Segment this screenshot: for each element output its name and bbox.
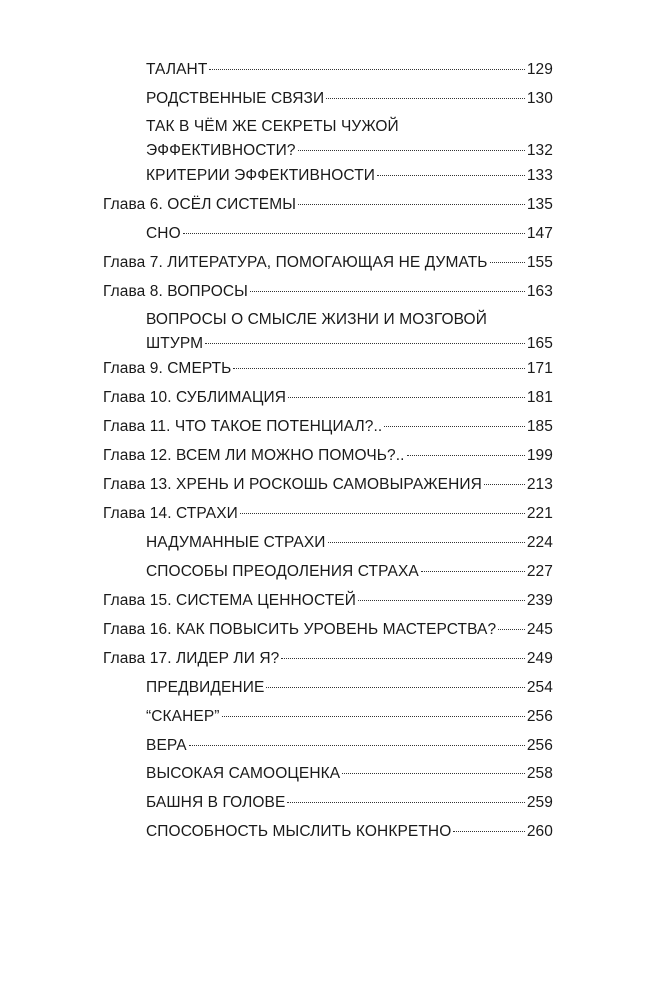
toc-entry-title: Глава 12. ВСЕМ ЛИ МОЖНО ПОМОЧЬ?..	[103, 447, 405, 464]
toc-page-number: 224	[526, 534, 553, 551]
toc-entry	[146, 531, 553, 555]
toc-entry-title: СНО	[146, 225, 181, 242]
toc-entry-title: Глава 16. КАК ПОВЫСИТЬ УРОВЕНЬ МАСТЕРСТВА?	[103, 621, 497, 638]
dot-leader	[233, 368, 524, 369]
toc-page-number: 135	[526, 196, 553, 213]
dot-leader	[407, 455, 525, 456]
toc-chapter-entry	[103, 280, 553, 304]
toc-chapter-entry	[103, 386, 553, 410]
dot-leader	[377, 175, 525, 176]
toc-page-number: 254	[526, 679, 553, 696]
toc-entry	[146, 705, 553, 729]
dot-leader	[498, 629, 525, 630]
dot-leader	[266, 687, 524, 688]
toc-page-number: 181	[526, 389, 553, 406]
toc-entry-title: СПОСОБЫ ПРЕОДОЛЕНИЯ СТРАХА	[146, 563, 419, 580]
toc-entry-title: Глава 10. СУБЛИМАЦИЯ	[103, 389, 287, 406]
toc-page-number: 239	[526, 592, 553, 609]
toc-chapter-entry	[103, 473, 553, 497]
toc-page-number: 227	[526, 563, 553, 580]
toc-page-number: 259	[526, 794, 553, 811]
toc-entry	[146, 115, 553, 163]
toc-chapter-entry	[103, 415, 553, 439]
toc-entry-title: БАШНЯ В ГОЛОВЕ	[146, 794, 286, 811]
toc-page-number: 147	[526, 225, 553, 242]
toc-page-number: 260	[526, 823, 553, 840]
toc-entry	[146, 87, 553, 111]
dot-leader	[421, 571, 525, 572]
toc-entry-title: КРИТЕРИИ ЭФФЕКТИВНОСТИ	[146, 167, 376, 184]
toc-entry-title: Глава 9. СМЕРТЬ	[103, 360, 232, 377]
toc-entry-title: ШТУРМ	[146, 335, 204, 352]
toc-entry	[146, 791, 553, 815]
dot-leader	[298, 150, 525, 151]
toc-entry-title: Глава 14. СТРАХИ	[103, 505, 238, 522]
dot-leader	[209, 69, 524, 70]
toc-entry	[146, 560, 553, 584]
dot-leader	[222, 716, 525, 717]
toc-chapter-entry	[103, 193, 553, 217]
toc-page-number: 245	[526, 621, 553, 638]
toc-chapter-entry	[103, 444, 553, 468]
toc-entry-title: Глава 17. ЛИДЕР ЛИ Я?	[103, 650, 280, 667]
toc-page-number: 249	[526, 650, 553, 667]
toc-chapter-entry	[103, 589, 553, 613]
toc-entry-title: ТАЛАНТ	[146, 61, 208, 78]
toc-entry-title: “СКАНЕР”	[146, 708, 220, 725]
toc-page-number: 165	[526, 335, 553, 352]
toc-entry	[146, 58, 553, 82]
toc-entry	[146, 164, 553, 188]
dot-leader	[342, 773, 525, 774]
toc-entry-title: ПРЕДВИДЕНИЕ	[146, 679, 265, 696]
dot-leader	[298, 204, 525, 205]
toc-page-number: 221	[526, 505, 553, 522]
toc-page-number: 133	[526, 167, 553, 184]
dot-leader	[326, 98, 525, 99]
toc-entry-title-line1: ВОПРОСЫ О СМЫСЛЕ ЖИЗНИ И МОЗГОВОЙ	[146, 311, 487, 328]
toc-page-number: 256	[526, 708, 553, 725]
dot-leader	[183, 233, 525, 234]
dot-leader	[453, 831, 524, 832]
dot-leader	[384, 426, 525, 427]
dot-leader	[205, 343, 525, 344]
toc-entry-title: Глава 11. ЧТО ТАКОЕ ПОТЕНЦИАЛ?..	[103, 418, 383, 435]
dot-leader	[250, 291, 525, 292]
toc-entry-title: Глава 13. ХРЕНЬ И РОСКОШЬ САМОВЫРАЖЕНИЯ	[103, 476, 482, 493]
dot-leader	[281, 658, 524, 659]
toc-page-number: 129	[526, 61, 553, 78]
dot-leader	[328, 542, 525, 543]
dot-leader	[189, 745, 525, 746]
toc-entry-title: Глава 8. ВОПРОСЫ	[103, 283, 248, 300]
toc-page-number: 130	[526, 90, 553, 107]
toc-entry	[146, 222, 553, 246]
toc-chapter-entry	[103, 251, 553, 275]
toc-entry-title: ЭФФЕКТИВНОСТИ?	[146, 142, 296, 159]
toc-entry-title: РОДСТВЕННЫЕ СВЯЗИ	[146, 90, 325, 107]
toc-entry-title: ВЫСОКАЯ САМООЦЕНКА	[146, 765, 341, 782]
dot-leader	[288, 397, 525, 398]
toc-entry-title: Глава 7. ЛИТЕРАТУРА, ПОМОГАЮЩАЯ НЕ ДУМАТЬ	[103, 254, 488, 271]
toc-entry-title: Глава 15. СИСТЕМА ЦЕННОСТЕЙ	[103, 592, 356, 609]
toc-page-number: 171	[526, 360, 553, 377]
toc-chapter-entry	[103, 357, 553, 381]
toc-entry	[146, 308, 553, 356]
dot-leader	[358, 600, 525, 601]
dot-leader	[490, 262, 525, 263]
toc-page-number: 132	[526, 142, 553, 159]
toc-page-number: 163	[526, 283, 553, 300]
dot-leader	[240, 513, 525, 514]
toc-entry-title: ВЕРА	[146, 737, 187, 754]
toc-page-number: 155	[526, 254, 553, 271]
toc-page-number: 185	[526, 418, 553, 435]
toc-page-number: 256	[526, 737, 553, 754]
toc-page-number: 258	[526, 765, 553, 782]
toc-page-number: 213	[526, 476, 553, 493]
toc-entry-title: СПОСОБНОСТЬ МЫСЛИТЬ КОНКРЕТНО	[146, 823, 452, 840]
toc-entry	[146, 820, 553, 844]
toc-page-number: 199	[526, 447, 553, 464]
toc-chapter-entry	[103, 618, 553, 642]
toc-entry	[146, 762, 553, 786]
dot-leader	[287, 802, 524, 803]
toc-chapter-entry	[103, 647, 553, 671]
toc-chapter-entry	[103, 502, 553, 526]
dot-leader	[484, 484, 525, 485]
toc-entry	[146, 676, 553, 700]
toc-entry-title: НАДУМАННЫЕ СТРАХИ	[146, 534, 326, 551]
toc-entry-title-line1: ТАК В ЧЁМ ЖЕ СЕКРЕТЫ ЧУЖОЙ	[146, 118, 399, 135]
toc-entry-title: Глава 6. ОСЁЛ СИСТЕМЫ	[103, 196, 297, 213]
toc-entry	[146, 734, 553, 758]
